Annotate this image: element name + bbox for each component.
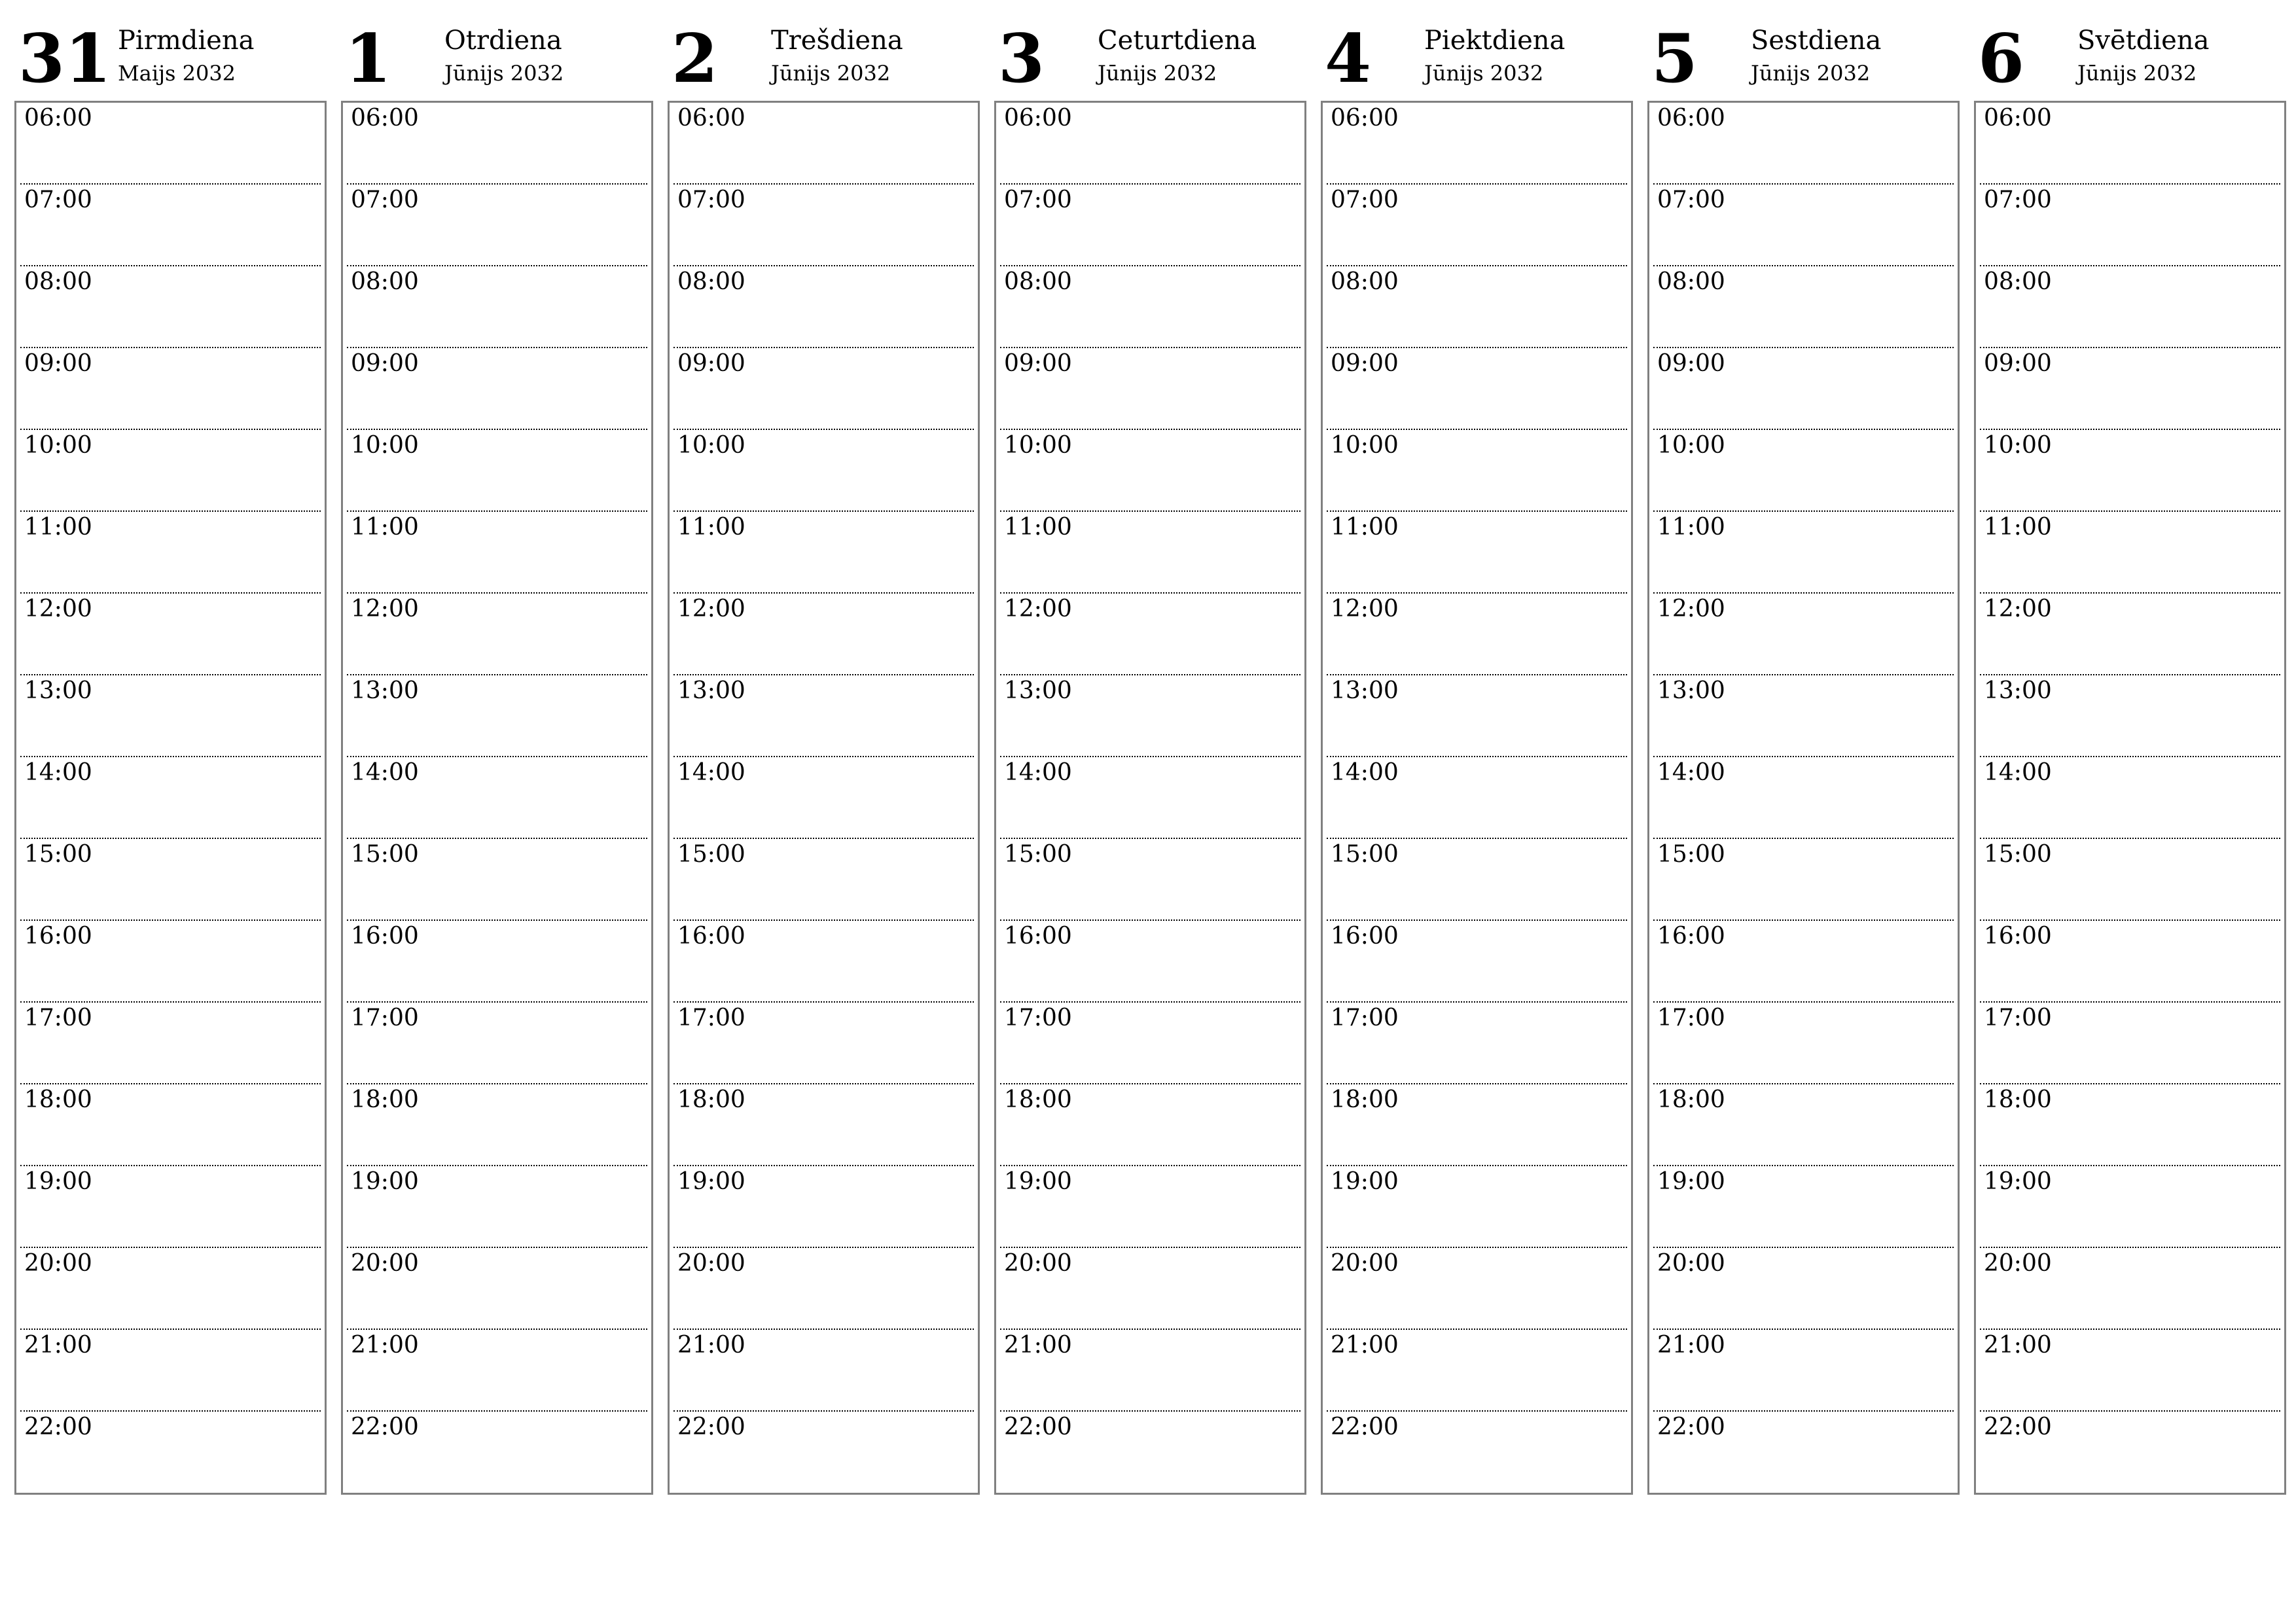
time-slot[interactable] [1980, 1248, 2280, 1330]
time-label: 17:00 [677, 1005, 745, 1031]
time-label: 06:00 [351, 105, 419, 132]
time-label: 10:00 [1657, 432, 1725, 459]
time-slot[interactable] [20, 1003, 321, 1084]
time-label: 08:00 [24, 268, 92, 295]
time-slot[interactable] [1327, 185, 1627, 266]
time-slot[interactable] [347, 1248, 647, 1330]
time-label: 12:00 [1657, 596, 1725, 622]
time-label: 11:00 [677, 514, 745, 541]
time-label: 07:00 [1004, 187, 1072, 213]
time-slot[interactable] [1000, 1003, 1300, 1084]
time-label: 19:00 [1984, 1168, 2052, 1195]
weekday-name: Piektdiena [1424, 26, 1566, 56]
time-slot[interactable] [20, 757, 321, 839]
time-slot[interactable] [1980, 103, 2280, 185]
time-slot[interactable] [1653, 675, 1954, 757]
time-label: 17:00 [351, 1005, 419, 1031]
time-label: 18:00 [1657, 1086, 1725, 1113]
time-label: 17:00 [24, 1005, 92, 1031]
time-slot[interactable] [1327, 1412, 1627, 1493]
time-label: 22:00 [351, 1414, 419, 1440]
time-slot[interactable] [1980, 1330, 2280, 1412]
time-slot[interactable] [673, 1084, 974, 1166]
time-label: 21:00 [1657, 1332, 1725, 1359]
time-label: 21:00 [351, 1332, 419, 1359]
time-slot[interactable] [1327, 1330, 1627, 1412]
time-slot[interactable] [20, 675, 321, 757]
time-slot[interactable] [1980, 348, 2280, 430]
time-slot[interactable] [347, 185, 647, 266]
month-year: Maijs 2032 [118, 61, 236, 86]
time-slot[interactable] [673, 103, 974, 185]
day-number: 5 [1651, 20, 1698, 98]
month-year: Jūnijs 2032 [1424, 61, 1544, 86]
time-label: 06:00 [1984, 105, 2052, 132]
time-slot[interactable] [1980, 1166, 2280, 1248]
time-slot[interactable] [1000, 103, 1300, 185]
time-slot[interactable] [673, 512, 974, 594]
time-slot[interactable] [1327, 266, 1627, 348]
time-label: 14:00 [1004, 759, 1072, 786]
month-year: Jūnijs 2032 [2077, 61, 2197, 86]
time-label: 10:00 [1984, 432, 2052, 459]
time-label: 16:00 [351, 923, 419, 950]
time-label: 22:00 [1331, 1414, 1399, 1440]
time-slot[interactable] [20, 1084, 321, 1166]
day-number: 31 [18, 20, 111, 98]
time-label: 11:00 [1004, 514, 1072, 541]
time-slot[interactable] [20, 103, 321, 185]
time-slot[interactable] [1653, 594, 1954, 675]
time-label: 18:00 [677, 1086, 745, 1113]
time-slot[interactable] [1653, 1330, 1954, 1412]
day-column [14, 20, 327, 1495]
time-grid [668, 101, 980, 1495]
time-slot[interactable] [20, 594, 321, 675]
time-label: 17:00 [1657, 1005, 1725, 1031]
time-label: 08:00 [1004, 268, 1072, 295]
time-slot[interactable] [20, 1412, 321, 1493]
time-slot[interactable] [1980, 594, 2280, 675]
time-slot[interactable] [673, 1412, 974, 1493]
time-slot[interactable] [1653, 1248, 1954, 1330]
time-slot[interactable] [673, 839, 974, 921]
time-slot[interactable] [673, 1166, 974, 1248]
time-slot[interactable] [1327, 839, 1627, 921]
time-grid [1321, 101, 1633, 1495]
day-number: 1 [345, 20, 391, 98]
time-slot[interactable] [1000, 1330, 1300, 1412]
day-number: 6 [1978, 20, 2024, 98]
time-label: 07:00 [1657, 187, 1725, 213]
time-slot[interactable] [1653, 839, 1954, 921]
time-label: 18:00 [1004, 1086, 1072, 1113]
time-slot[interactable] [1000, 348, 1300, 430]
time-label: 09:00 [1657, 350, 1725, 377]
time-label: 14:00 [351, 759, 419, 786]
time-label: 06:00 [677, 105, 745, 132]
time-grid [341, 101, 653, 1495]
time-label: 21:00 [1004, 1332, 1072, 1359]
time-slot[interactable] [347, 1003, 647, 1084]
time-grid [14, 101, 327, 1495]
time-slot[interactable] [1653, 266, 1954, 348]
time-slot[interactable] [347, 594, 647, 675]
time-slot[interactable] [20, 512, 321, 594]
time-slot[interactable] [1327, 675, 1627, 757]
time-label: 06:00 [1331, 105, 1399, 132]
time-label: 10:00 [1004, 432, 1072, 459]
time-label: 21:00 [677, 1332, 745, 1359]
time-label: 22:00 [677, 1414, 745, 1440]
time-slot[interactable] [1327, 512, 1627, 594]
time-slot[interactable] [1653, 757, 1954, 839]
time-slot[interactable] [1980, 266, 2280, 348]
time-label: 14:00 [1657, 759, 1725, 786]
time-label: 10:00 [677, 432, 745, 459]
day-column [1974, 20, 2286, 1495]
time-label: 11:00 [24, 514, 92, 541]
time-label: 12:00 [24, 596, 92, 622]
weekday-name: Otrdiena [444, 26, 562, 56]
weekday-name: Pirmdiena [118, 26, 255, 56]
time-label: 14:00 [1984, 759, 2052, 786]
time-label: 08:00 [1331, 268, 1399, 295]
time-slot[interactable] [1980, 430, 2280, 512]
time-label: 20:00 [24, 1250, 92, 1277]
time-slot[interactable] [1980, 921, 2280, 1003]
weekly-planner [14, 20, 2283, 1495]
time-slot[interactable] [1653, 1084, 1954, 1166]
weekday-name: Trešdiena [771, 26, 903, 56]
time-label: 20:00 [1984, 1250, 2052, 1277]
day-column [1321, 20, 1633, 1495]
time-label: 07:00 [351, 187, 419, 213]
time-slot[interactable] [347, 103, 647, 185]
time-slot[interactable] [1000, 757, 1300, 839]
month-year: Jūnijs 2032 [771, 61, 891, 86]
time-slot[interactable] [347, 430, 647, 512]
time-slot[interactable] [673, 1003, 974, 1084]
time-slot[interactable] [673, 185, 974, 266]
time-label: 22:00 [24, 1414, 92, 1440]
time-slot[interactable] [1653, 1166, 1954, 1248]
time-slot[interactable] [1653, 1003, 1954, 1084]
time-slot[interactable] [1653, 430, 1954, 512]
time-label: 18:00 [24, 1086, 92, 1113]
day-header [341, 20, 653, 101]
time-slot[interactable] [1653, 921, 1954, 1003]
time-slot[interactable] [1980, 1412, 2280, 1493]
time-label: 20:00 [677, 1250, 745, 1277]
time-label: 19:00 [1331, 1168, 1399, 1195]
time-slot[interactable] [673, 1248, 974, 1330]
time-slot[interactable] [20, 1248, 321, 1330]
time-label: 19:00 [24, 1168, 92, 1195]
time-slot[interactable] [1000, 1166, 1300, 1248]
month-year: Jūnijs 2032 [1098, 61, 1217, 86]
time-slot[interactable] [673, 430, 974, 512]
time-label: 12:00 [1984, 596, 2052, 622]
time-label: 14:00 [24, 759, 92, 786]
time-label: 12:00 [351, 596, 419, 622]
time-label: 07:00 [677, 187, 745, 213]
day-number: 2 [672, 20, 718, 98]
time-label: 12:00 [1004, 596, 1072, 622]
time-label: 09:00 [677, 350, 745, 377]
time-label: 06:00 [24, 105, 92, 132]
time-slot[interactable] [1327, 1166, 1627, 1248]
time-label: 19:00 [351, 1168, 419, 1195]
time-label: 13:00 [24, 677, 92, 704]
time-label: 17:00 [1984, 1005, 2052, 1031]
time-label: 20:00 [1657, 1250, 1725, 1277]
time-label: 14:00 [1331, 759, 1399, 786]
time-slot[interactable] [1980, 757, 2280, 839]
time-label: 10:00 [351, 432, 419, 459]
time-label: 09:00 [1331, 350, 1399, 377]
time-label: 16:00 [1331, 923, 1399, 950]
time-label: 22:00 [1657, 1414, 1725, 1440]
time-slot[interactable] [1980, 512, 2280, 594]
time-label: 07:00 [1984, 187, 2052, 213]
time-label: 20:00 [351, 1250, 419, 1277]
time-label: 08:00 [351, 268, 419, 295]
time-label: 10:00 [24, 432, 92, 459]
time-label: 07:00 [1331, 187, 1399, 213]
time-slot[interactable] [20, 430, 321, 512]
time-slot[interactable] [1980, 1003, 2280, 1084]
time-slot[interactable] [347, 839, 647, 921]
time-slot[interactable] [673, 757, 974, 839]
time-label: 20:00 [1004, 1250, 1072, 1277]
time-label: 21:00 [24, 1332, 92, 1359]
time-label: 15:00 [351, 841, 419, 868]
time-slot[interactable] [1327, 1248, 1627, 1330]
time-slot[interactable] [673, 266, 974, 348]
time-label: 22:00 [1004, 1414, 1072, 1440]
time-label: 11:00 [351, 514, 419, 541]
time-label: 11:00 [1984, 514, 2052, 541]
time-label: 11:00 [1657, 514, 1725, 541]
time-slot[interactable] [20, 185, 321, 266]
time-slot[interactable] [1980, 185, 2280, 266]
time-label: 14:00 [677, 759, 745, 786]
time-label: 06:00 [1004, 105, 1072, 132]
time-label: 06:00 [1657, 105, 1725, 132]
time-slot[interactable] [20, 348, 321, 430]
time-grid [994, 101, 1306, 1495]
time-label: 19:00 [1657, 1168, 1725, 1195]
time-label: 08:00 [1657, 268, 1725, 295]
time-slot[interactable] [1653, 348, 1954, 430]
time-slot[interactable] [1000, 839, 1300, 921]
day-header [668, 20, 980, 101]
time-slot[interactable] [673, 675, 974, 757]
time-grid [1974, 101, 2286, 1495]
time-label: 15:00 [1657, 841, 1725, 868]
time-slot[interactable] [347, 348, 647, 430]
time-slot[interactable] [1327, 594, 1627, 675]
time-label: 08:00 [1984, 268, 2052, 295]
day-column [341, 20, 653, 1495]
time-label: 18:00 [1984, 1086, 2052, 1113]
time-label: 13:00 [1331, 677, 1399, 704]
weekday-name: Ceturtdiena [1098, 26, 1257, 56]
time-label: 17:00 [1331, 1005, 1399, 1031]
time-label: 12:00 [677, 596, 745, 622]
time-slot[interactable] [1000, 430, 1300, 512]
time-slot[interactable] [20, 1166, 321, 1248]
time-label: 07:00 [24, 187, 92, 213]
time-label: 15:00 [1331, 841, 1399, 868]
time-slot[interactable] [1327, 348, 1627, 430]
time-slot[interactable] [347, 1412, 647, 1493]
day-header [1321, 20, 1633, 101]
time-slot[interactable] [673, 921, 974, 1003]
weekday-name: Svētdiena [2077, 26, 2210, 56]
time-slot[interactable] [347, 921, 647, 1003]
time-slot[interactable] [1000, 266, 1300, 348]
time-slot[interactable] [1980, 1084, 2280, 1166]
day-header [994, 20, 1306, 101]
time-label: 15:00 [677, 841, 745, 868]
time-label: 13:00 [351, 677, 419, 704]
time-slot[interactable] [1980, 675, 2280, 757]
time-label: 09:00 [24, 350, 92, 377]
time-label: 16:00 [1984, 923, 2052, 950]
weekday-name: Sestdiena [1751, 26, 1882, 56]
time-label: 11:00 [1331, 514, 1399, 541]
time-label: 15:00 [1984, 841, 2052, 868]
time-slot[interactable] [347, 266, 647, 348]
time-slot[interactable] [20, 266, 321, 348]
time-label: 08:00 [677, 268, 745, 295]
time-slot[interactable] [1653, 512, 1954, 594]
time-label: 15:00 [1004, 841, 1072, 868]
time-slot[interactable] [347, 1330, 647, 1412]
month-year: Jūnijs 2032 [444, 61, 564, 86]
time-slot[interactable] [1327, 757, 1627, 839]
time-label: 20:00 [1331, 1250, 1399, 1277]
month-year: Jūnijs 2032 [1751, 61, 1871, 86]
time-label: 09:00 [1984, 350, 2052, 377]
time-label: 21:00 [1331, 1332, 1399, 1359]
time-slot[interactable] [1327, 1084, 1627, 1166]
time-slot[interactable] [347, 512, 647, 594]
time-slot[interactable] [1653, 1412, 1954, 1493]
time-slot[interactable] [1327, 103, 1627, 185]
time-label: 13:00 [1004, 677, 1072, 704]
time-label: 18:00 [351, 1086, 419, 1113]
time-label: 16:00 [1657, 923, 1725, 950]
time-slot[interactable] [20, 921, 321, 1003]
day-column [668, 20, 980, 1495]
time-label: 15:00 [24, 841, 92, 868]
time-label: 12:00 [1331, 596, 1399, 622]
time-slot[interactable] [1000, 921, 1300, 1003]
time-slot[interactable] [347, 675, 647, 757]
time-slot[interactable] [1000, 185, 1300, 266]
time-slot[interactable] [347, 1084, 647, 1166]
time-label: 13:00 [1657, 677, 1725, 704]
time-label: 09:00 [1004, 350, 1072, 377]
time-label: 17:00 [1004, 1005, 1072, 1031]
time-slot[interactable] [1980, 839, 2280, 921]
time-label: 18:00 [1331, 1086, 1399, 1113]
time-slot[interactable] [1000, 1412, 1300, 1493]
time-label: 16:00 [24, 923, 92, 950]
time-slot[interactable] [673, 348, 974, 430]
day-header [14, 20, 327, 101]
time-label: 13:00 [1984, 677, 2052, 704]
day-header [1647, 20, 1960, 101]
time-label: 09:00 [351, 350, 419, 377]
time-slot[interactable] [1000, 1084, 1300, 1166]
time-slot[interactable] [347, 757, 647, 839]
time-slot[interactable] [673, 1330, 974, 1412]
day-number: 3 [998, 20, 1045, 98]
time-slot[interactable] [1000, 675, 1300, 757]
time-slot[interactable] [1327, 921, 1627, 1003]
time-slot[interactable] [1653, 185, 1954, 266]
time-slot[interactable] [20, 839, 321, 921]
time-label: 19:00 [677, 1168, 745, 1195]
day-header [1974, 20, 2286, 101]
time-label: 22:00 [1984, 1414, 2052, 1440]
time-slot[interactable] [20, 1330, 321, 1412]
time-slot[interactable] [347, 1166, 647, 1248]
time-slot[interactable] [1327, 430, 1627, 512]
time-slot[interactable] [1000, 512, 1300, 594]
day-column [994, 20, 1306, 1495]
time-slot[interactable] [1000, 1248, 1300, 1330]
time-label: 10:00 [1331, 432, 1399, 459]
day-column [1647, 20, 1960, 1495]
time-label: 16:00 [1004, 923, 1072, 950]
time-slot[interactable] [1653, 103, 1954, 185]
time-label: 19:00 [1004, 1168, 1072, 1195]
time-slot[interactable] [673, 594, 974, 675]
time-slot[interactable] [1000, 594, 1300, 675]
time-grid [1647, 101, 1960, 1495]
day-number: 4 [1325, 20, 1371, 98]
time-label: 16:00 [677, 923, 745, 950]
time-label: 13:00 [677, 677, 745, 704]
time-slot[interactable] [1327, 1003, 1627, 1084]
time-label: 21:00 [1984, 1332, 2052, 1359]
